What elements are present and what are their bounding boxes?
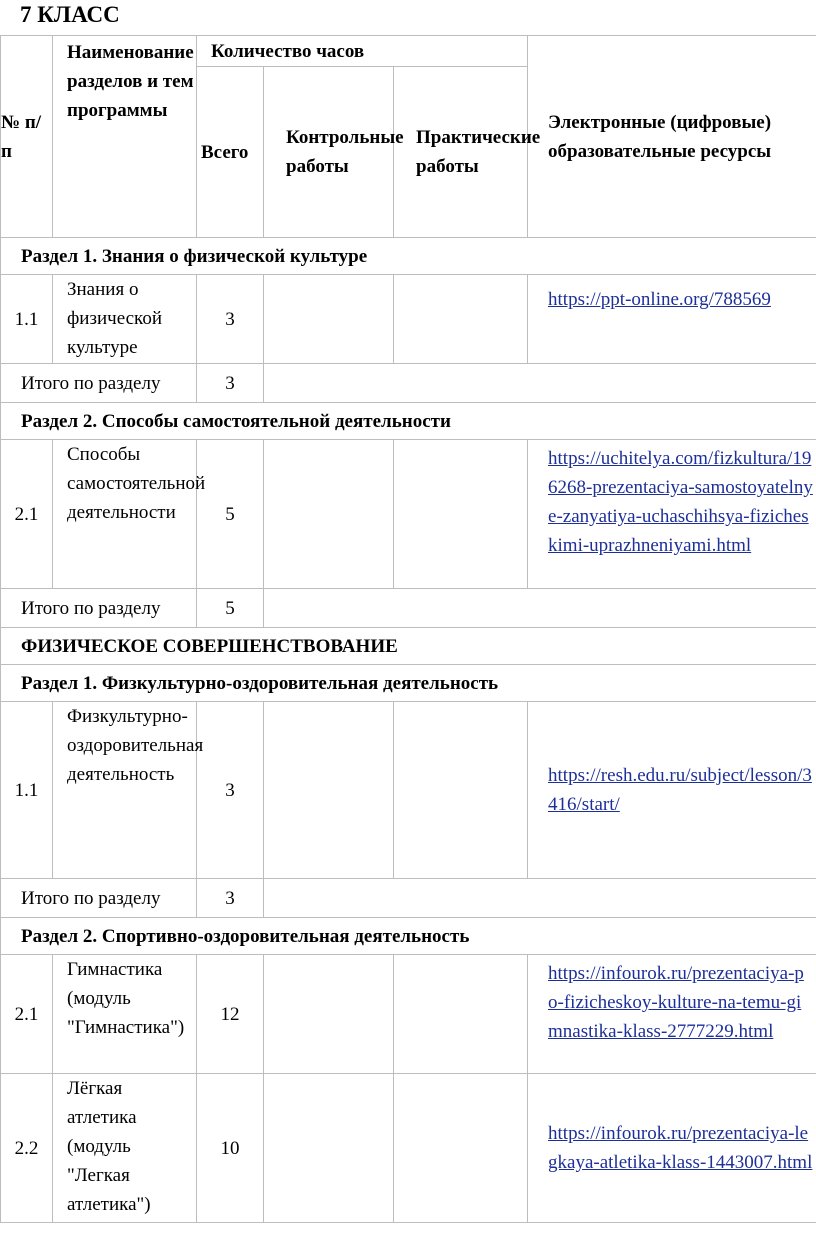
- row-resource: [528, 702, 816, 879]
- row-total: 12: [197, 955, 264, 1074]
- row-control: [264, 440, 394, 589]
- total-label: Итого по разделу: [1, 589, 197, 628]
- total-label: Итого по разделу: [1, 879, 197, 918]
- header-resources: Электронные (цифровые) образовательные ресурсы: [528, 36, 816, 238]
- header-control: Контрольные работы: [264, 67, 394, 238]
- row-control: [264, 702, 394, 879]
- total-value: 5: [197, 589, 264, 628]
- row-num: 2.2: [1, 1074, 53, 1223]
- row-num: 2.1: [1, 955, 53, 1074]
- header-practical: Практические работы: [394, 67, 528, 238]
- row-name: Физкультурно-оздоровительная деятельность: [53, 702, 197, 879]
- row-practical: [394, 702, 528, 879]
- total-label: Итого по разделу: [1, 364, 197, 403]
- row-resource: [528, 1074, 816, 1223]
- resource-link[interactable]: https://infourok.ru/prezentaciya-legkaya-atletika-klass-1443007.html: [548, 1123, 813, 1173]
- row-name: Лёгкая атлетика (модуль "Легкая атлетика"): [53, 1074, 197, 1223]
- row-name: Гимнастика (модуль "Гимнастика"): [53, 955, 197, 1074]
- row-total: 10: [197, 1074, 264, 1223]
- table-row: [1, 702, 816, 879]
- resource-link[interactable]: https://uchitelya.com/fizkultura/196268-prezentaciya-samostoyatelnye-zanyatiya-uchaschihsya-fizicheskimi-uprazhneniyami.html: [548, 448, 813, 556]
- row-total: 5: [197, 440, 264, 589]
- resource-link[interactable]: https://infourok.ru/prezentaciya-po-fizicheskoy-kulture-na-temu-gimnastika-klass-2777229.html: [548, 963, 804, 1042]
- row-control: [264, 275, 394, 364]
- section-1: Раздел 1. Знания о физической культуре: [1, 238, 816, 275]
- row-practical: [394, 440, 528, 589]
- header-num: № п/п: [1, 36, 53, 238]
- row-num: 1.1: [1, 702, 53, 879]
- header-hours: Количество часов: [197, 36, 528, 67]
- total-value: 3: [197, 364, 264, 403]
- total-value: 3: [197, 879, 264, 918]
- row-resource: [528, 955, 816, 1074]
- row-total: 3: [197, 702, 264, 879]
- section-2: Раздел 2. Способы самостоятельной деятельности: [1, 403, 816, 440]
- table-row: [1, 275, 816, 364]
- header-name: Наименование разделов и тем программы: [53, 36, 197, 238]
- row-practical: [394, 275, 528, 364]
- row-name: Знания о физической культуре: [53, 275, 197, 364]
- table-row: [1, 1074, 816, 1223]
- table-row: [1, 440, 816, 589]
- resource-link[interactable]: https://ppt-online.org/788569: [548, 289, 771, 310]
- row-control: [264, 955, 394, 1074]
- table-row: [1, 955, 816, 1074]
- row-total: 3: [197, 275, 264, 364]
- row-resource: [528, 275, 816, 364]
- part-title: ФИЗИЧЕСКОЕ СОВЕРШЕНСТВОВАНИЕ: [1, 628, 816, 665]
- section-3: Раздел 1. Физкультурно-оздоровительная деятельность: [1, 665, 816, 702]
- row-name: Способы самостоятельной деятельности: [53, 440, 197, 589]
- resource-link[interactable]: https://resh.edu.ru/subject/lesson/3416/start/: [548, 765, 812, 815]
- section-4: Раздел 2. Спортивно-оздоровительная деятельность: [1, 918, 816, 955]
- row-practical: [394, 955, 528, 1074]
- header-total: Всего: [197, 67, 264, 238]
- page-title: 7 КЛАСС: [20, 2, 120, 27]
- row-num: 2.1: [1, 440, 53, 589]
- curriculum-table: [0, 35, 816, 1223]
- row-control: [264, 1074, 394, 1223]
- row-num: 1.1: [1, 275, 53, 364]
- row-practical: [394, 1074, 528, 1223]
- row-resource: [528, 440, 816, 589]
